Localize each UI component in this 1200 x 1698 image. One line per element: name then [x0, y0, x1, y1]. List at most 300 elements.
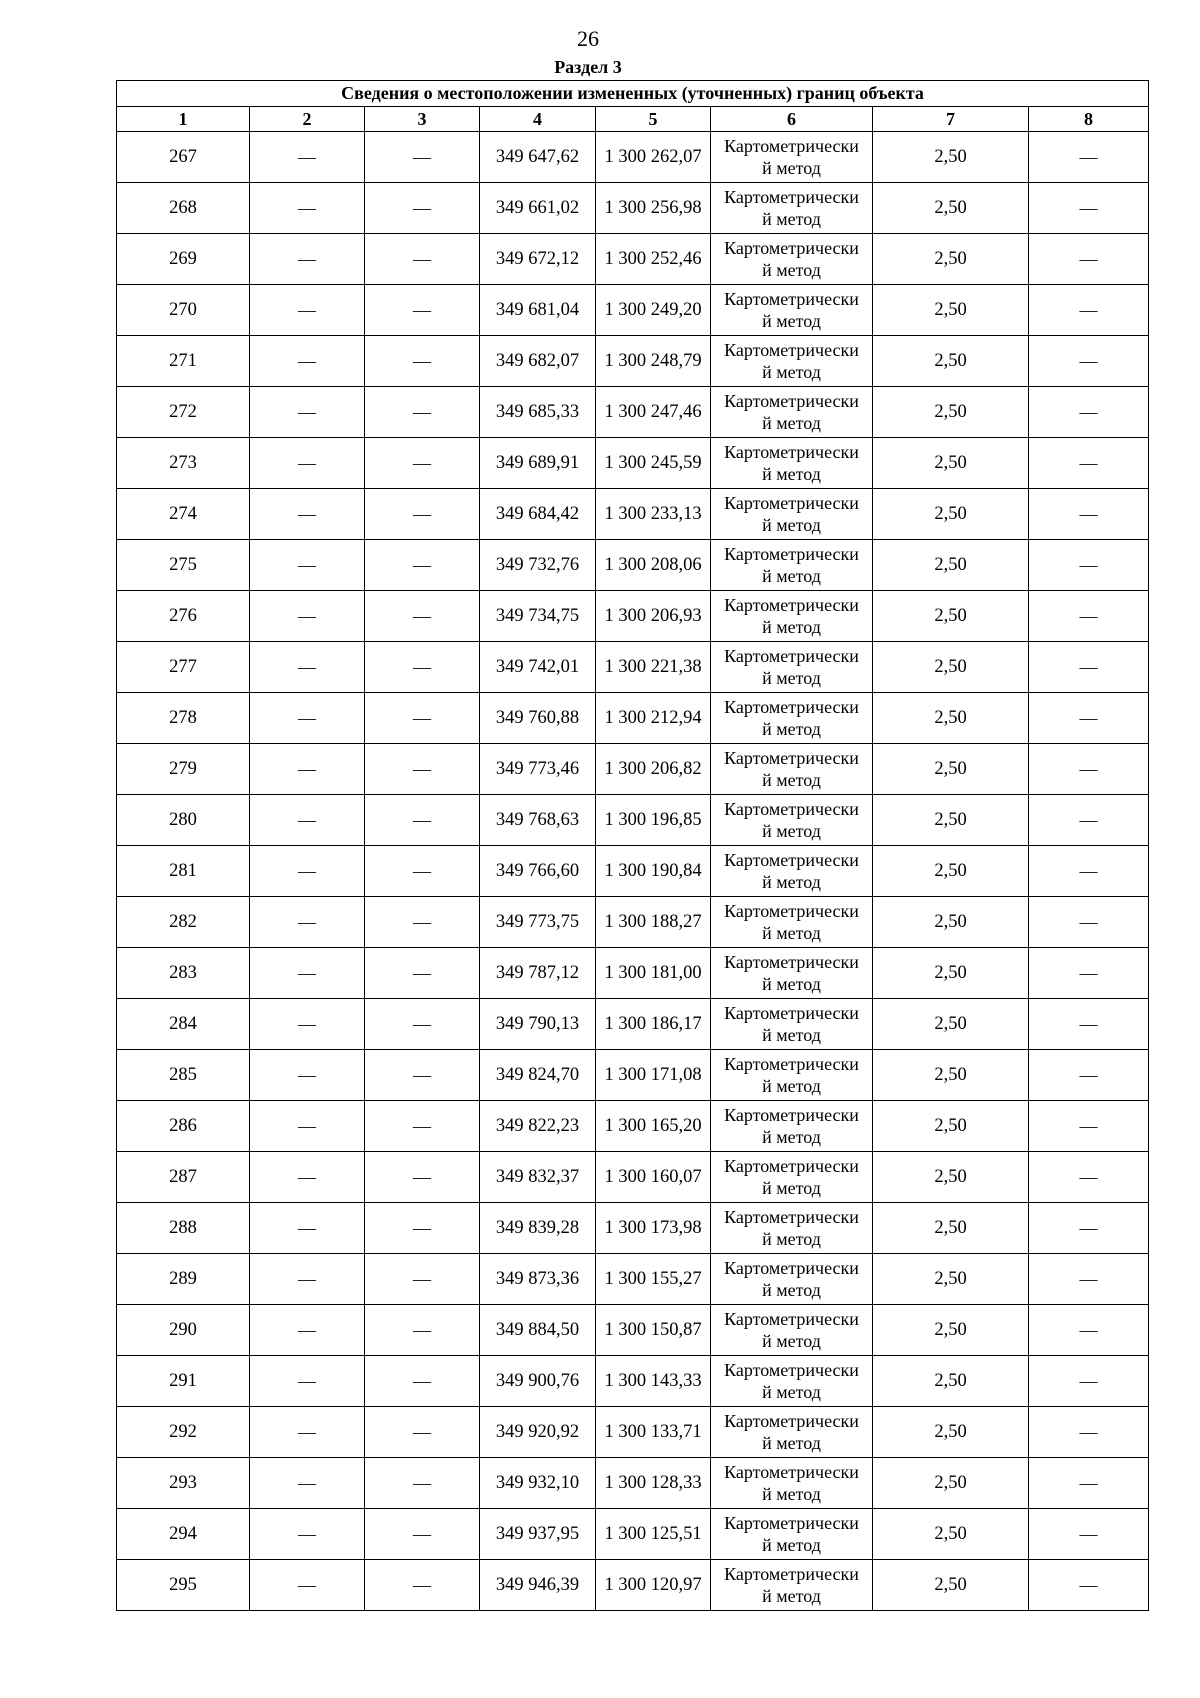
method-cell — [711, 591, 873, 642]
table-row — [117, 1356, 1149, 1407]
table-row — [117, 285, 1149, 336]
table-row — [117, 948, 1149, 999]
column-3-cell: — — [365, 489, 480, 540]
column-8-cell: — — [1029, 1407, 1149, 1458]
table-row — [117, 1254, 1149, 1305]
column-8-cell: — — [1029, 234, 1149, 285]
column-2-cell: — — [250, 1254, 365, 1305]
point-number-cell: 273 — [117, 438, 250, 489]
method-line-1: Картометрически — [724, 748, 859, 768]
accuracy-cell: 2,50 — [873, 1254, 1029, 1305]
column-8-cell: — — [1029, 1101, 1149, 1152]
column-3-cell: — — [365, 693, 480, 744]
column-8-cell: — — [1029, 1254, 1149, 1305]
y-coordinate-cell: 1 300 128,33 — [596, 1458, 711, 1509]
point-number-cell: 293 — [117, 1458, 250, 1509]
y-coordinate-cell: 1 300 188,27 — [596, 897, 711, 948]
column-8-cell: — — [1029, 387, 1149, 438]
method-line-1: Картометрически — [724, 1360, 859, 1380]
x-coordinate-cell: 349 932,10 — [480, 1458, 596, 1509]
x-coordinate-cell: 349 790,13 — [480, 999, 596, 1050]
column-8-cell: — — [1029, 336, 1149, 387]
point-number-cell: 294 — [117, 1509, 250, 1560]
x-coordinate-cell: 349 661,02 — [480, 183, 596, 234]
method-cell — [711, 1050, 873, 1101]
column-3-cell: — — [365, 438, 480, 489]
accuracy-cell: 2,50 — [873, 1305, 1029, 1356]
point-number-cell: 292 — [117, 1407, 250, 1458]
column-3-cell: — — [365, 642, 480, 693]
method-cell — [711, 846, 873, 897]
table-row — [117, 795, 1149, 846]
column-8-cell: — — [1029, 897, 1149, 948]
method-line-2: й метод — [762, 1433, 821, 1453]
point-number-cell: 290 — [117, 1305, 250, 1356]
table-row — [117, 1458, 1149, 1509]
column-2-cell: — — [250, 1356, 365, 1407]
accuracy-cell: 2,50 — [873, 132, 1029, 183]
column-2-cell: — — [250, 642, 365, 693]
page-number: 26 — [577, 26, 599, 51]
method-line-2: й метод — [762, 1076, 821, 1096]
method-line-1: Картометрически — [724, 1003, 859, 1023]
x-coordinate-cell: 349 920,92 — [480, 1407, 596, 1458]
table-caption: Сведения о местоположении измененных (уточненных) границ объекта — [117, 81, 1149, 107]
accuracy-cell: 2,50 — [873, 387, 1029, 438]
column-8-cell: — — [1029, 591, 1149, 642]
column-2-cell: — — [250, 1305, 365, 1356]
column-3-cell: — — [365, 897, 480, 948]
table-row — [117, 1050, 1149, 1101]
column-8-cell: — — [1029, 693, 1149, 744]
accuracy-cell: 2,50 — [873, 183, 1029, 234]
method-cell — [711, 999, 873, 1050]
x-coordinate-cell: 349 742,01 — [480, 642, 596, 693]
table-row — [117, 1560, 1149, 1611]
table-row — [117, 183, 1149, 234]
x-coordinate-cell: 349 900,76 — [480, 1356, 596, 1407]
point-number-cell: 278 — [117, 693, 250, 744]
column-number-4: 4 — [480, 107, 596, 132]
x-coordinate-cell: 349 682,07 — [480, 336, 596, 387]
method-line-1: Картометрически — [724, 1513, 859, 1533]
method-cell — [711, 540, 873, 591]
method-line-1: Картометрически — [724, 1054, 859, 1074]
accuracy-cell: 2,50 — [873, 1560, 1029, 1611]
y-coordinate-cell: 1 300 196,85 — [596, 795, 711, 846]
x-coordinate-cell: 349 946,39 — [480, 1560, 596, 1611]
column-2-cell: — — [250, 285, 365, 336]
column-3-cell: — — [365, 1509, 480, 1560]
accuracy-cell: 2,50 — [873, 693, 1029, 744]
column-3-cell: — — [365, 744, 480, 795]
y-coordinate-cell: 1 300 133,71 — [596, 1407, 711, 1458]
method-line-2: й метод — [762, 872, 821, 892]
method-cell — [711, 1560, 873, 1611]
column-2-cell: — — [250, 591, 365, 642]
method-cell — [711, 132, 873, 183]
column-number-5: 5 — [596, 107, 711, 132]
accuracy-cell: 2,50 — [873, 1458, 1029, 1509]
y-coordinate-cell: 1 300 233,13 — [596, 489, 711, 540]
method-cell — [711, 1458, 873, 1509]
method-line-1: Картометрически — [724, 1411, 859, 1431]
x-coordinate-cell: 349 773,75 — [480, 897, 596, 948]
column-8-cell: — — [1029, 1305, 1149, 1356]
method-cell — [711, 1407, 873, 1458]
column-8-cell: — — [1029, 132, 1149, 183]
x-coordinate-cell: 349 760,88 — [480, 693, 596, 744]
point-number-cell: 287 — [117, 1152, 250, 1203]
column-2-cell: — — [250, 387, 365, 438]
method-line-1: Картометрически — [724, 544, 859, 564]
column-3-cell: — — [365, 1101, 480, 1152]
method-line-1: Картометрически — [724, 1105, 859, 1125]
column-2-cell: — — [250, 744, 365, 795]
accuracy-cell: 2,50 — [873, 948, 1029, 999]
point-number-cell: 286 — [117, 1101, 250, 1152]
table-row — [117, 234, 1149, 285]
x-coordinate-cell: 349 681,04 — [480, 285, 596, 336]
x-coordinate-cell: 349 732,76 — [480, 540, 596, 591]
table-row — [117, 999, 1149, 1050]
accuracy-cell: 2,50 — [873, 1356, 1029, 1407]
table-row — [117, 1101, 1149, 1152]
method-line-1: Картометрически — [724, 1309, 859, 1329]
y-coordinate-cell: 1 300 247,46 — [596, 387, 711, 438]
accuracy-cell: 2,50 — [873, 1509, 1029, 1560]
table-row — [117, 438, 1149, 489]
column-2-cell: — — [250, 438, 365, 489]
point-number-cell: 277 — [117, 642, 250, 693]
method-line-1: Картометрически — [724, 391, 859, 411]
accuracy-cell: 2,50 — [873, 336, 1029, 387]
column-3-cell: — — [365, 1050, 480, 1101]
method-line-2: й метод — [762, 362, 821, 382]
point-number-cell: 285 — [117, 1050, 250, 1101]
column-8-cell: — — [1029, 1203, 1149, 1254]
column-8-cell: — — [1029, 642, 1149, 693]
x-coordinate-cell: 349 672,12 — [480, 234, 596, 285]
x-coordinate-cell: 349 824,70 — [480, 1050, 596, 1101]
y-coordinate-cell: 1 300 150,87 — [596, 1305, 711, 1356]
point-number-cell: 283 — [117, 948, 250, 999]
method-line-1: Картометрически — [724, 1207, 859, 1227]
method-line-2: й метод — [762, 209, 821, 229]
method-line-1: Картометрически — [724, 646, 859, 666]
table-row — [117, 693, 1149, 744]
column-2-cell: — — [250, 234, 365, 285]
x-coordinate-cell: 349 685,33 — [480, 387, 596, 438]
column-3-cell: — — [365, 1203, 480, 1254]
table-row — [117, 132, 1149, 183]
column-3-cell: — — [365, 846, 480, 897]
column-3-cell: — — [365, 1305, 480, 1356]
x-coordinate-cell: 349 937,95 — [480, 1509, 596, 1560]
column-2-cell: — — [250, 1560, 365, 1611]
table-row — [117, 642, 1149, 693]
point-number-cell: 272 — [117, 387, 250, 438]
column-3-cell: — — [365, 1152, 480, 1203]
method-line-1: Картометрически — [724, 187, 859, 207]
column-8-cell: — — [1029, 795, 1149, 846]
table-caption-row — [117, 81, 1149, 107]
column-2-cell: — — [250, 948, 365, 999]
accuracy-cell: 2,50 — [873, 642, 1029, 693]
accuracy-cell: 2,50 — [873, 897, 1029, 948]
table-row — [117, 540, 1149, 591]
column-2-cell: — — [250, 1407, 365, 1458]
method-line-1: Картометрически — [724, 850, 859, 870]
method-line-2: й метод — [762, 311, 821, 331]
method-cell — [711, 183, 873, 234]
accuracy-cell: 2,50 — [873, 795, 1029, 846]
method-line-1: Картометрически — [724, 442, 859, 462]
method-line-2: й метод — [762, 617, 821, 637]
column-2-cell: — — [250, 1101, 365, 1152]
method-cell — [711, 1509, 873, 1560]
column-2-cell: — — [250, 1203, 365, 1254]
table-row — [117, 744, 1149, 795]
y-coordinate-cell: 1 300 186,17 — [596, 999, 711, 1050]
method-line-1: Картометрически — [724, 901, 859, 921]
point-number-cell: 267 — [117, 132, 250, 183]
y-coordinate-cell: 1 300 190,84 — [596, 846, 711, 897]
method-line-1: Картометрически — [724, 1156, 859, 1176]
method-line-2: й метод — [762, 464, 821, 484]
column-2-cell: — — [250, 999, 365, 1050]
method-line-2: й метод — [762, 770, 821, 790]
accuracy-cell: 2,50 — [873, 234, 1029, 285]
x-coordinate-cell: 349 873,36 — [480, 1254, 596, 1305]
y-coordinate-cell: 1 300 221,38 — [596, 642, 711, 693]
accuracy-cell: 2,50 — [873, 1101, 1029, 1152]
column-number-1: 1 — [117, 107, 250, 132]
y-coordinate-cell: 1 300 155,27 — [596, 1254, 711, 1305]
method-cell — [711, 948, 873, 999]
column-2-cell: — — [250, 540, 365, 591]
coordinates-table — [116, 80, 1149, 1611]
accuracy-cell: 2,50 — [873, 999, 1029, 1050]
column-3-cell: — — [365, 183, 480, 234]
method-line-1: Картометрически — [724, 799, 859, 819]
accuracy-cell: 2,50 — [873, 591, 1029, 642]
method-cell — [711, 1356, 873, 1407]
method-line-2: й метод — [762, 1178, 821, 1198]
method-line-2: й метод — [762, 1586, 821, 1606]
y-coordinate-cell: 1 300 181,00 — [596, 948, 711, 999]
accuracy-cell: 2,50 — [873, 1152, 1029, 1203]
method-line-2: й метод — [762, 668, 821, 688]
method-line-2: й метод — [762, 1331, 821, 1351]
column-3-cell: — — [365, 540, 480, 591]
point-number-cell: 288 — [117, 1203, 250, 1254]
method-cell — [711, 1152, 873, 1203]
method-cell — [711, 285, 873, 336]
accuracy-cell: 2,50 — [873, 1407, 1029, 1458]
method-cell — [711, 795, 873, 846]
method-line-2: й метод — [762, 1484, 821, 1504]
column-8-cell: — — [1029, 1560, 1149, 1611]
table-row — [117, 591, 1149, 642]
y-coordinate-cell: 1 300 256,98 — [596, 183, 711, 234]
method-cell — [711, 744, 873, 795]
column-3-cell: — — [365, 132, 480, 183]
column-number-8: 8 — [1029, 107, 1149, 132]
column-8-cell: — — [1029, 846, 1149, 897]
method-cell — [711, 489, 873, 540]
method-line-2: й метод — [762, 1535, 821, 1555]
method-line-1: Картометрически — [724, 697, 859, 717]
column-8-cell: — — [1029, 999, 1149, 1050]
accuracy-cell: 2,50 — [873, 438, 1029, 489]
y-coordinate-cell: 1 300 245,59 — [596, 438, 711, 489]
method-line-1: Картометрически — [724, 1564, 859, 1584]
column-3-cell: — — [365, 591, 480, 642]
method-line-1: Картометрически — [724, 595, 859, 615]
x-coordinate-cell: 349 689,91 — [480, 438, 596, 489]
table-row — [117, 897, 1149, 948]
method-line-2: й метод — [762, 719, 821, 739]
column-3-cell: — — [365, 948, 480, 999]
column-2-cell: — — [250, 1458, 365, 1509]
column-8-cell: — — [1029, 1152, 1149, 1203]
point-number-cell: 289 — [117, 1254, 250, 1305]
column-number-7: 7 — [873, 107, 1029, 132]
method-line-2: й метод — [762, 566, 821, 586]
column-number-6: 6 — [711, 107, 873, 132]
x-coordinate-cell: 349 839,28 — [480, 1203, 596, 1254]
method-cell — [711, 642, 873, 693]
column-2-cell: — — [250, 1509, 365, 1560]
point-number-cell: 270 — [117, 285, 250, 336]
column-2-cell: — — [250, 693, 365, 744]
method-line-2: й метод — [762, 821, 821, 841]
method-line-2: й метод — [762, 1382, 821, 1402]
point-number-cell: 295 — [117, 1560, 250, 1611]
method-cell — [711, 1203, 873, 1254]
column-8-cell: — — [1029, 1509, 1149, 1560]
y-coordinate-cell: 1 300 206,82 — [596, 744, 711, 795]
table-row — [117, 336, 1149, 387]
column-3-cell: — — [365, 1254, 480, 1305]
method-line-1: Картометрически — [724, 340, 859, 360]
x-coordinate-cell: 349 773,46 — [480, 744, 596, 795]
y-coordinate-cell: 1 300 173,98 — [596, 1203, 711, 1254]
column-2-cell: — — [250, 795, 365, 846]
y-coordinate-cell: 1 300 165,20 — [596, 1101, 711, 1152]
column-3-cell: — — [365, 1458, 480, 1509]
point-number-cell: 282 — [117, 897, 250, 948]
table-row — [117, 1509, 1149, 1560]
y-coordinate-cell: 1 300 252,46 — [596, 234, 711, 285]
method-line-1: Картометрически — [724, 493, 859, 513]
column-8-cell: — — [1029, 744, 1149, 795]
method-line-2: й метод — [762, 515, 821, 535]
method-cell — [711, 336, 873, 387]
column-number-2: 2 — [250, 107, 365, 132]
x-coordinate-cell: 349 768,63 — [480, 795, 596, 846]
accuracy-cell: 2,50 — [873, 489, 1029, 540]
y-coordinate-cell: 1 300 212,94 — [596, 693, 711, 744]
column-2-cell: — — [250, 897, 365, 948]
accuracy-cell: 2,50 — [873, 540, 1029, 591]
column-2-cell: — — [250, 183, 365, 234]
point-number-cell: 291 — [117, 1356, 250, 1407]
column-8-cell: — — [1029, 489, 1149, 540]
method-line-1: Картометрически — [724, 1462, 859, 1482]
y-coordinate-cell: 1 300 143,33 — [596, 1356, 711, 1407]
y-coordinate-cell: 1 300 160,07 — [596, 1152, 711, 1203]
column-8-cell: — — [1029, 540, 1149, 591]
column-3-cell: — — [365, 1356, 480, 1407]
method-cell — [711, 693, 873, 744]
accuracy-cell: 2,50 — [873, 1203, 1029, 1254]
column-3-cell: — — [365, 999, 480, 1050]
column-3-cell: — — [365, 336, 480, 387]
column-8-cell: — — [1029, 1050, 1149, 1101]
column-2-cell: — — [250, 336, 365, 387]
method-cell — [711, 387, 873, 438]
y-coordinate-cell: 1 300 249,20 — [596, 285, 711, 336]
column-3-cell: — — [365, 1560, 480, 1611]
method-cell — [711, 897, 873, 948]
section-title: Раздел 3 — [554, 57, 622, 77]
accuracy-cell: 2,50 — [873, 846, 1029, 897]
accuracy-cell: 2,50 — [873, 1050, 1029, 1101]
y-coordinate-cell: 1 300 208,06 — [596, 540, 711, 591]
point-number-cell: 269 — [117, 234, 250, 285]
point-number-cell: 284 — [117, 999, 250, 1050]
table-row — [117, 1305, 1149, 1356]
point-number-cell: 280 — [117, 795, 250, 846]
method-line-2: й метод — [762, 1127, 821, 1147]
point-number-cell: 268 — [117, 183, 250, 234]
method-line-2: й метод — [762, 1025, 821, 1045]
x-coordinate-cell: 349 884,50 — [480, 1305, 596, 1356]
method-cell — [711, 1305, 873, 1356]
x-coordinate-cell: 349 647,62 — [480, 132, 596, 183]
x-coordinate-cell: 349 766,60 — [480, 846, 596, 897]
method-cell — [711, 438, 873, 489]
column-8-cell: — — [1029, 1458, 1149, 1509]
x-coordinate-cell: 349 787,12 — [480, 948, 596, 999]
y-coordinate-cell: 1 300 206,93 — [596, 591, 711, 642]
column-8-cell: — — [1029, 438, 1149, 489]
table-row — [117, 387, 1149, 438]
column-8-cell: — — [1029, 183, 1149, 234]
column-number-row — [117, 107, 1149, 132]
x-coordinate-cell: 349 684,42 — [480, 489, 596, 540]
column-3-cell: — — [365, 234, 480, 285]
column-2-cell: — — [250, 846, 365, 897]
method-cell — [711, 1254, 873, 1305]
column-3-cell: — — [365, 795, 480, 846]
x-coordinate-cell: 349 734,75 — [480, 591, 596, 642]
column-2-cell: — — [250, 1050, 365, 1101]
method-line-2: й метод — [762, 413, 821, 433]
point-number-cell: 275 — [117, 540, 250, 591]
column-3-cell: — — [365, 285, 480, 336]
table-row — [117, 489, 1149, 540]
y-coordinate-cell: 1 300 262,07 — [596, 132, 711, 183]
method-line-2: й метод — [762, 974, 821, 994]
column-8-cell: — — [1029, 948, 1149, 999]
column-8-cell: — — [1029, 285, 1149, 336]
y-coordinate-cell: 1 300 125,51 — [596, 1509, 711, 1560]
method-line-2: й метод — [762, 260, 821, 280]
table-row — [117, 1407, 1149, 1458]
